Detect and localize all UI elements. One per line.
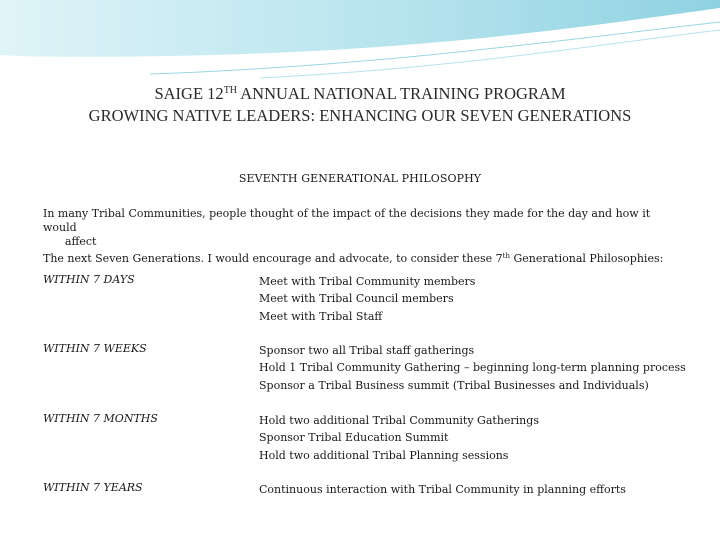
action-item: Hold two additional Tribal Community Gatherings (259, 414, 539, 427)
action-item: Hold 1 Tribal Community Gathering – beginning long-term planning process (259, 361, 686, 375)
timeline-period: WITHIN 7 MONTHS (43, 412, 158, 425)
timeline-period: WITHIN 7 YEARS (43, 481, 143, 494)
timeline-actions (259, 342, 686, 394)
action-item: Meet with Tribal Council members (259, 292, 454, 306)
action-item: Meet with Tribal Community members (259, 275, 476, 288)
header-wave-decoration (0, 0, 720, 80)
section-heading: SEVENTH GENERATIONAL PHILOSOPHY (238, 172, 482, 185)
action-item: Hold two additional Tribal Planning sessions (259, 448, 509, 462)
timeline-actions (259, 273, 679, 325)
action-item: Meet with Tribal Staff (259, 309, 383, 323)
intro-line-1-continuation: affect (65, 235, 97, 248)
action-item: Sponsor a Tribal Business summit (Tribal Businesses and Individuals) (259, 378, 649, 392)
intro-line-1: In many Tribal Communities, people thought of the impact of the decisions they made for the day and how it would (43, 207, 651, 234)
intro-line-2: The next Seven Generations. I would encourage and advocate, to consider these 7th Generational Philosophies: (43, 252, 664, 265)
timeline-period: WITHIN 7 DAYS (43, 273, 135, 286)
timeline-actions (259, 412, 679, 464)
timeline-actions (259, 481, 679, 498)
timeline-period: WITHIN 7 WEEKS (43, 342, 147, 355)
intro-paragraph (43, 207, 683, 266)
action-item: Sponsor Tribal Education Summit (259, 431, 449, 445)
title-line-1: SAIGE 12TH ANNUAL NATIONAL TRAINING PROGRAM (154, 84, 566, 103)
action-item: Sponsor two all Tribal staff gatherings (259, 344, 475, 357)
action-item: Continuous interaction with Tribal Community in planning efforts (259, 483, 626, 496)
title-line-2: GROWING NATIVE LEADERS: ENHANCING OUR SEVEN GENERATIONS (88, 106, 632, 125)
slide-title (0, 80, 720, 127)
